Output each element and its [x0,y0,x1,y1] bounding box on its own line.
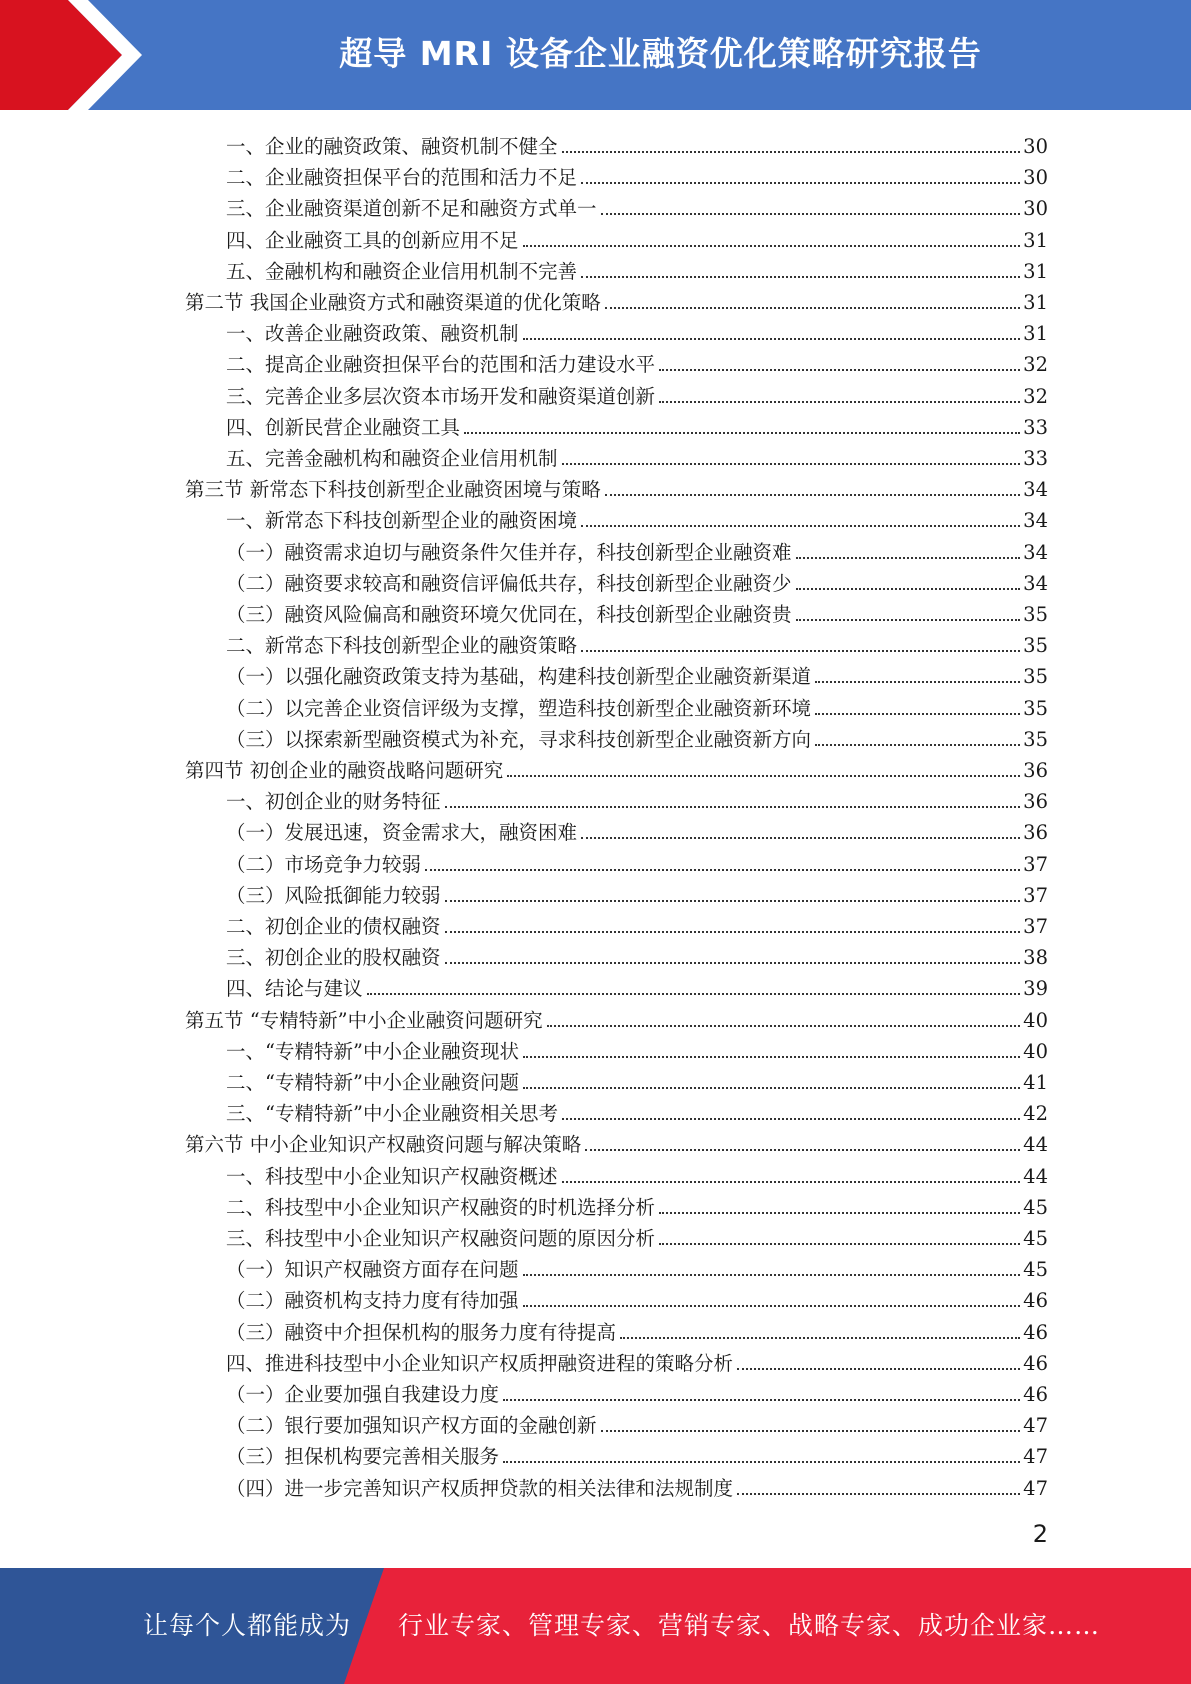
chevron-arrow-icon [0,0,160,110]
toc-entry-label: 一、改善企业融资政策、融资机制 [226,322,519,346]
toc-leader-dots [581,650,1020,652]
toc-entry[interactable] [226,1376,1048,1407]
toc-leader-dots [581,525,1020,527]
toc-entry-label: 第二节 我国企业融资方式和融资渠道的优化策略 [185,291,601,314]
toc-leader-dots [737,1493,1020,1495]
toc-entry[interactable] [226,1345,1048,1376]
toc-entry[interactable] [226,502,1048,533]
toc-entry-label: 五、完善金融机构和融资企业信用机制 [226,447,558,470]
toc-entry[interactable] [226,1220,1048,1251]
toc-entry[interactable] [226,627,1048,658]
toc-entry-label: 三、“专精特新”中小企业融资相关思考 [226,1102,558,1126]
toc-entry-label: 一、科技型中小企业知识产权融资概述 [226,1164,558,1188]
toc-entry[interactable] [226,440,1048,471]
toc-entry[interactable] [226,690,1048,721]
toc-entry-page: 32 [1023,353,1048,377]
toc-entry-page: 34 [1023,509,1048,533]
toc-entry-label: 二、初创企业的债权融资 [226,915,441,938]
toc-leader-dots [503,1399,1020,1401]
toc-entry[interactable] [226,128,1048,159]
toc-entry-page: 46 [1023,1383,1048,1406]
toc-entry-page: 31 [1023,322,1048,346]
toc-entry-page: 32 [1023,384,1048,408]
toc-entry[interactable] [226,159,1048,190]
toc-leader-dots [601,1430,1021,1432]
toc-leader-dots [659,369,1020,371]
toc-entry[interactable] [226,596,1048,627]
toc-leader-dots [659,1243,1020,1245]
toc-entry[interactable] [226,1470,1048,1501]
toc-entry-label: 五、金融机构和融资企业信用机制不完善 [226,259,578,283]
toc-leader-dots [562,1118,1020,1120]
toc-entry[interactable] [226,346,1048,377]
toc-entry-page: 33 [1023,447,1048,470]
toc-entry-label: （二）银行要加强知识产权方面的金融创新 [226,1414,597,1438]
toc-entry-label: （三）融资中介担保机构的服务力度有待提高 [226,1320,617,1344]
toc-entry[interactable] [226,658,1048,689]
footer-slogan-left: 让每个人都能成为 [143,1611,352,1640]
toc-entry-label: 三、科技型中小企业知识产权融资问题的原因分析 [226,1227,656,1250]
toc-entry-page: 41 [1023,1071,1048,1094]
toc-entry[interactable] [226,409,1048,440]
toc-entry-label: （二）以完善企业资信评级为支撑，塑造科技创新型企业融资新环境 [226,696,812,720]
toc-leader-dots [547,1025,1021,1027]
toc-leader-dots [581,182,1020,184]
toc-entry[interactable] [226,1064,1048,1095]
toc-entry-label: 四、推进科技型中小企业知识产权质押融资进程的策略分析 [226,1351,734,1375]
toc-leader-dots [601,213,1021,215]
toc-entry-page: 44 [1023,1133,1048,1157]
toc-section-entry[interactable] [185,284,1048,315]
toc-entry-page: 45 [1023,1258,1048,1282]
header-banner [0,0,1191,110]
toc-entry-label: 三、完善企业多层次资本市场开发和融资渠道创新 [226,384,656,408]
toc-entry-page: 47 [1023,1414,1048,1438]
toc-entry-page: 30 [1023,197,1048,221]
toc-leader-dots [507,775,1020,777]
toc-entry-page: 34 [1023,571,1048,595]
toc-entry-label: （一）以强化融资政策支持为基础，构建科技创新型企业融资新渠道 [226,665,812,689]
toc-leader-dots [523,1305,1021,1307]
toc-entry[interactable] [226,253,1048,284]
toc-entry-page: 30 [1023,135,1048,158]
toc-entry-page: 35 [1023,634,1048,658]
toc-entry[interactable] [226,1158,1048,1189]
toc-entry-page: 46 [1023,1351,1048,1375]
footer-slogan-right: 行业专家、管理专家、营销专家、战略专家、成功企业家…… [398,1611,1101,1640]
toc-entry[interactable] [226,1438,1048,1469]
toc-entry-label: （一）融资需求迫切与融资条件欠佳并存，科技创新型企业融资难 [226,540,792,564]
page-number: 2 [1032,1520,1048,1548]
toc-leader-dots [585,1149,1020,1151]
toc-leader-dots [523,245,1021,247]
toc-leader-dots [659,1212,1020,1214]
toc-entry-label: 四、企业融资工具的创新应用不足 [226,228,519,252]
toc-leader-dots [445,931,1021,933]
toc-entry-label: 第三节 新常态下科技创新型企业融资困境与策略 [185,478,601,502]
toc-section-entry[interactable] [185,1002,1048,1033]
toc-entry-label: （三）担保机构要完善相关服务 [226,1445,500,1469]
toc-entry-label: 二、提高企业融资担保平台的范围和活力建设水平 [226,353,656,377]
toc-entry-label: （三）风险抵御能力较弱 [226,883,441,907]
toc-leader-dots [523,1056,1020,1058]
toc-entry-page: 36 [1023,759,1048,782]
toc-entry-page: 44 [1023,1164,1048,1188]
toc-entry[interactable] [226,1407,1048,1438]
toc-entry-page: 35 [1023,727,1048,751]
toc-leader-dots [445,962,1021,964]
toc-leader-dots [605,494,1020,496]
toc-entry[interactable] [226,1282,1048,1313]
toc-entry-page: 38 [1023,946,1048,970]
toc-entry-page: 31 [1023,291,1048,314]
toc-entry-label: （二）融资机构支持力度有待加强 [226,1289,519,1313]
toc-entry-page: 35 [1023,603,1048,626]
toc-entry-page: 46 [1023,1289,1048,1313]
toc-entry-label: 第五节 “专精特新”中小企业融资问题研究 [185,1008,543,1032]
toc-leader-dots [445,900,1021,902]
toc-entry-page: 39 [1023,977,1048,1001]
toc-entry[interactable] [226,222,1048,253]
toc-leader-dots [605,307,1020,309]
toc-leader-dots [620,1337,1020,1339]
toc-entry-page: 47 [1023,1445,1048,1469]
toc-entry[interactable] [226,1033,1048,1064]
toc-leader-dots [523,1274,1021,1276]
toc-leader-dots [562,463,1021,465]
toc-entry-label: 二、新常态下科技创新型企业的融资策略 [226,634,578,658]
toc-entry-page: 37 [1023,915,1048,938]
toc-entry-label: 二、企业融资担保平台的范围和活力不足 [226,166,578,190]
toc-entry-label: 第四节 初创企业的融资战略问题研究 [185,759,504,782]
toc-entry-label: 一、初创企业的财务特征 [226,790,441,814]
toc-leader-dots [581,276,1020,278]
toc-entry-label: 一、新常态下科技创新型企业的融资困境 [226,509,578,533]
toc-entry-label: 一、“专精特新”中小企业融资现状 [226,1039,519,1063]
toc-entry-label: （一）知识产权融资方面存在问题 [226,1258,519,1282]
toc-entry[interactable] [226,970,1048,1001]
toc-entry-page: 34 [1023,540,1048,564]
toc-entry[interactable] [226,1095,1048,1126]
toc-leader-dots [562,151,1021,153]
toc-entry-page: 34 [1023,478,1048,502]
toc-entry-page: 46 [1023,1320,1048,1344]
toc-entry-label: （一）企业要加强自我建设力度 [226,1383,500,1406]
toc-leader-dots [464,432,1020,434]
toc-entry-label: （二）融资要求较高和融资信评偏低共存，科技创新型企业融资少 [226,571,792,595]
toc-leader-dots [796,557,1021,559]
toc-entry-page: 30 [1023,166,1048,190]
toc-entry-page: 33 [1023,415,1048,439]
toc-leader-dots [581,837,1020,839]
toc-entry-label: 第六节 中小企业知识产权融资问题与解决策略 [185,1133,582,1157]
toc-entry[interactable] [226,190,1048,221]
toc-leader-dots [503,1461,1020,1463]
toc-entry-page: 36 [1023,821,1048,845]
toc-entry-page: 36 [1023,790,1048,814]
toc-entry-label: （一）发展迅速，资金需求大，融资困难 [226,821,578,845]
toc-leader-dots [796,619,1021,621]
toc-entry-page: 42 [1023,1102,1048,1126]
toc-entry-page: 40 [1023,1039,1048,1063]
toc-leader-dots [737,1368,1020,1370]
toc-leader-dots [815,681,1020,683]
toc-entry-label: 四、创新民营企业融资工具 [226,415,461,439]
toc-entry-page: 47 [1023,1476,1048,1500]
toc-section-entry[interactable] [185,752,1048,783]
toc-entry-page: 31 [1023,228,1048,252]
toc-entry-label: 四、结论与建议 [226,977,363,1001]
toc-leader-dots [562,1181,1021,1183]
toc-entry[interactable] [226,908,1048,939]
toc-section-entry[interactable] [185,1126,1048,1157]
toc-entry[interactable] [226,939,1048,970]
toc-leader-dots [796,588,1021,590]
page-title: 超导 MRI 设备企业融资优化策略研究报告 [339,34,982,73]
toc-entry-label: 三、企业融资渠道创新不足和融资方式单一 [226,197,597,221]
toc-leader-dots [815,744,1020,746]
toc-leader-dots [445,806,1021,808]
toc-entry[interactable] [226,1314,1048,1345]
toc-entry[interactable] [226,315,1048,346]
toc-entry-page: 40 [1023,1008,1048,1032]
toc-entry-label: （二）市场竞争力较弱 [226,852,422,876]
toc-entry-label: 二、“专精特新”中小企业融资问题 [226,1071,519,1094]
toc-entry-label: 一、企业的融资政策、融资机制不健全 [226,135,558,158]
toc-entry-label: （三）以探索新型融资模式为补充，寻求科技创新型企业融资新方向 [226,727,812,751]
toc-entry-label: （四）进一步完善知识产权质押贷款的相关法律和法规制度 [226,1476,734,1500]
toc-entry-page: 45 [1023,1227,1048,1250]
toc-section-entry[interactable] [185,471,1048,502]
toc-leader-dots [659,401,1020,403]
toc-entry[interactable] [226,877,1048,908]
toc-leader-dots [523,1087,1020,1089]
toc-entry-page: 35 [1023,665,1048,689]
toc-entry[interactable] [226,565,1048,596]
toc-entry[interactable] [226,378,1048,409]
toc-entry[interactable] [226,783,1048,814]
toc-leader-dots [523,338,1021,340]
footer-banner [0,1568,1191,1684]
toc-entry-label: 三、初创企业的股权融资 [226,946,441,970]
toc-entry-page: 45 [1023,1195,1048,1219]
toc-entry[interactable] [226,1251,1048,1282]
toc-entry[interactable] [226,846,1048,877]
toc-entry-page: 35 [1023,696,1048,720]
toc-entry[interactable] [226,814,1048,845]
toc-leader-dots [367,993,1021,995]
toc-entry-label: 二、科技型中小企业知识产权融资的时机选择分析 [226,1195,656,1219]
toc-leader-dots [425,869,1020,871]
toc-entry-page: 37 [1023,883,1048,907]
toc-entry-page: 31 [1023,259,1048,283]
toc-entry[interactable] [226,721,1048,752]
toc-entry-page: 37 [1023,852,1048,876]
toc-entry-label: （三）融资风险偏高和融资环境欠优同在，科技创新型企业融资贵 [226,603,792,626]
toc-entry[interactable] [226,1189,1048,1220]
toc-leader-dots [815,713,1020,715]
toc-entry[interactable] [226,534,1048,565]
